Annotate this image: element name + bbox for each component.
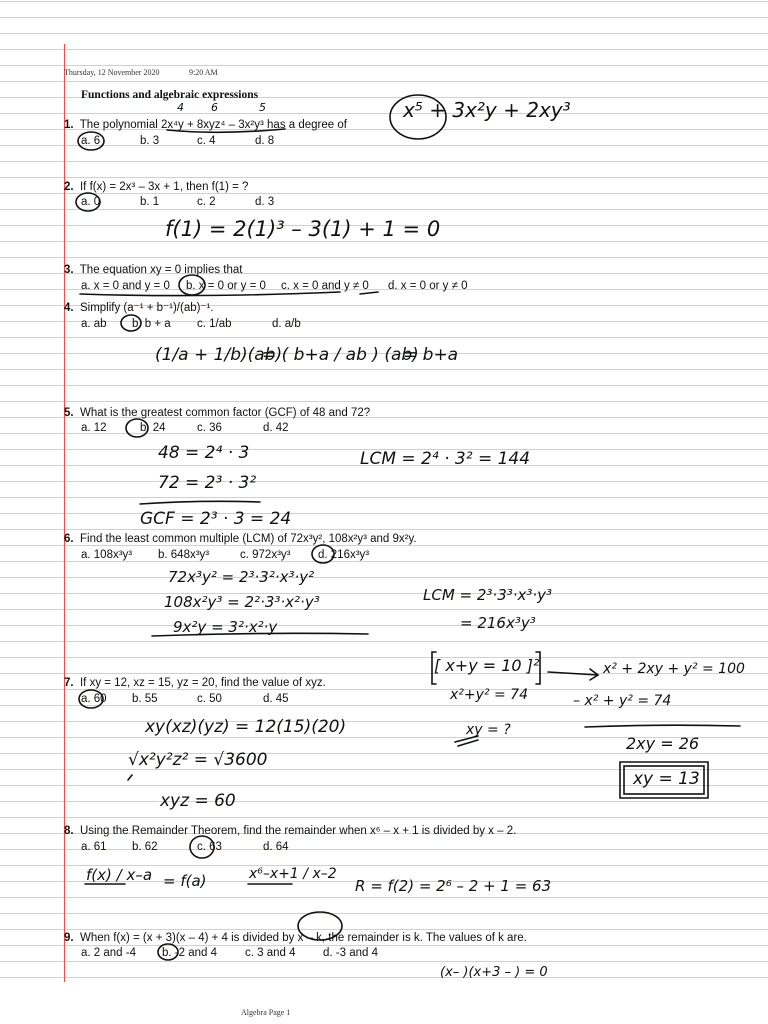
option-5d[interactable]: d. 42: [263, 422, 289, 434]
option-5a[interactable]: a. 12: [81, 422, 107, 434]
question-number: 1.: [64, 119, 74, 131]
hw-q7-w1: xy(xz)(yz) = 12(15)(20): [145, 717, 347, 737]
option-7c[interactable]: c. 50: [197, 693, 222, 705]
option-5c[interactable]: c. 36: [197, 422, 222, 434]
hw-q7-sub: – x² + y² = 74: [573, 693, 672, 709]
option-9d[interactable]: d. -3 and 4: [323, 947, 378, 959]
option-3d[interactable]: d. x = 0 or y ≠ 0: [388, 280, 468, 292]
question-4: [64, 301, 214, 315]
hw-q7-expand: x² + 2xy + y² = 100: [603, 661, 745, 677]
hw-q7-xyq: xy = ?: [466, 722, 511, 738]
question-number: 8.: [64, 825, 74, 837]
option-6c[interactable]: c. 972x³y³: [240, 549, 291, 561]
option-9c[interactable]: c. 3 and 4: [245, 947, 296, 959]
option-8d[interactable]: d. 64: [263, 841, 289, 853]
option-7d[interactable]: d. 45: [263, 693, 289, 705]
question-text: Using the Remainder Theorem, find the remainder when x⁶ – x + 1 is divided by x – 2.: [79, 825, 517, 837]
hw-q4-left: (1/a + 1/b)(ab): [155, 345, 283, 365]
option-2b[interactable]: b. 1: [140, 196, 160, 208]
option-4d[interactable]: d. a/b: [272, 318, 301, 330]
option-1a[interactable]: a. 6: [81, 135, 101, 147]
hw-q8-fa: = f(a): [163, 872, 207, 890]
question-6: [64, 532, 417, 546]
hw-q1-deg-b: 6: [211, 101, 218, 114]
question-text: Find the least common multiple (LCM) of 72x³y², 108x²y³ and 9x²y.: [79, 533, 417, 545]
hw-q5-lcm: LCM = 2⁴ · 3² = 144: [360, 449, 531, 469]
question-text: The polynomial 2x⁴y + 8xyz⁴ – 3x²y³ has a degree of: [79, 119, 347, 131]
option-7b[interactable]: b. 55: [132, 693, 158, 705]
option-4b[interactable]: b. b + a: [132, 318, 171, 330]
hw-q7-w3: xyz = 60: [160, 791, 236, 811]
question-number: 2.: [64, 181, 74, 193]
hw-q1-deg-c: 5: [259, 101, 266, 114]
hw-q1-note: x⁵ + 3x²y + 2xy³: [403, 98, 571, 122]
footer-band: [0, 982, 768, 1024]
hw-q7-w2: √x²y²z² = √3600: [128, 750, 268, 770]
question-5: [64, 406, 370, 420]
option-8c[interactable]: c. 63: [197, 841, 222, 853]
hw-q5-72: 72 = 2³ · 3²: [158, 473, 257, 493]
page-date: Thursday, 12 November 2020: [64, 68, 160, 77]
option-2c[interactable]: c. 2: [197, 196, 216, 208]
question-7: [64, 676, 326, 690]
hw-q6-lcm2: = 216x³y³: [460, 614, 536, 632]
option-1d[interactable]: d. 8: [255, 135, 275, 147]
hw-q6-a: 72x³y² = 2³·3²·x³·y²: [168, 568, 315, 586]
option-3c[interactable]: c. x = 0 and y ≠ 0: [281, 280, 369, 292]
hw-q1-deg-a: 4: [177, 101, 184, 114]
hw-q7-sq: x²+y² = 74: [450, 687, 528, 703]
hw-q8-poly: x⁶–x+1 / x–2: [249, 866, 337, 882]
option-8b[interactable]: b. 62: [132, 841, 158, 853]
hw-q4-right: = b+a: [403, 345, 459, 365]
question-number: 5.: [64, 407, 74, 419]
question-3: [64, 263, 242, 277]
hw-q4-mid: = ( b+a / ab ) (ab): [262, 345, 419, 365]
question-text: If f(x) = 2x³ – 3x + 1, then f(1) = ?: [79, 181, 249, 193]
question-9: [64, 931, 527, 945]
option-5b[interactable]: b. 24: [140, 422, 166, 434]
hw-q7-xy: xy = 13: [633, 769, 700, 789]
option-3a[interactable]: a. x = 0 and y = 0: [81, 280, 170, 292]
hw-q2-work: f(1) = 2(1)³ – 3(1) + 1 = 0: [165, 217, 441, 241]
hw-q7-box: [ x+y = 10 ]²: [434, 656, 540, 675]
question-number: 7.: [64, 677, 74, 689]
question-number: 9.: [64, 932, 74, 944]
option-6a[interactable]: a. 108x³y³: [81, 549, 133, 561]
hw-q9-work: (x– )(x+3 – ) = 0: [440, 965, 548, 980]
option-2a[interactable]: a. 0: [81, 196, 101, 208]
hw-q5-gcf: GCF = 2³ · 3 = 24: [140, 509, 292, 529]
option-4c[interactable]: c. 1/ab: [197, 318, 232, 330]
question-text: What is the greatest common factor (GCF) of 48 and 72?: [79, 407, 371, 419]
hw-q8-r: R = f(2) = 2⁶ – 2 + 1 = 63: [355, 877, 552, 895]
option-4a[interactable]: a. ab: [81, 318, 107, 330]
question-text: Simplify (a⁻¹ + b⁻¹)/(ab)⁻¹.: [79, 302, 214, 314]
hw-q6-b: 108x²y³ = 2²·3³·x²·y³: [164, 593, 320, 611]
option-1b[interactable]: b. 3: [140, 135, 160, 147]
hw-q6-c: 9x²y = 3²·x²·y: [173, 618, 278, 636]
question-number: 3.: [64, 264, 74, 276]
hw-q8-fx: f(x) / x–a: [86, 866, 153, 884]
hw-q5-48: 48 = 2⁴ · 3: [158, 443, 250, 463]
question-text: If xy = 12, xz = 15, yz = 20, find the value of xyz.: [79, 677, 326, 689]
question-text: The equation xy = 0 implies that: [79, 264, 243, 276]
page-title: Functions and algebraic expressions: [81, 89, 259, 101]
question-2: [64, 180, 248, 194]
option-2d[interactable]: d. 3: [255, 196, 275, 208]
option-9a[interactable]: a. 2 and -4: [81, 947, 136, 959]
page-time: 9:20 AM: [189, 68, 218, 77]
option-8a[interactable]: a. 61: [81, 841, 107, 853]
option-6b[interactable]: b. 648x³y³: [158, 549, 210, 561]
hw-q6-lcm: LCM = 2³·3³·x³·y³: [423, 586, 553, 604]
hw-q7-2xy: 2xy = 26: [626, 734, 700, 753]
question-1: [64, 118, 347, 132]
question-text: When f(x) = (x + 3)(x – 4) + 4 is divided by x – k, the remainder is k. The values of k are.: [79, 932, 527, 944]
option-7a[interactable]: a. 60: [81, 693, 107, 705]
option-1c[interactable]: c. 4: [197, 135, 216, 147]
question-number: 4.: [64, 302, 74, 314]
question-number: 6.: [64, 533, 74, 545]
option-3b[interactable]: b. x = 0 or y = 0: [186, 280, 266, 292]
page-footer: Algebra Page 1: [241, 1008, 291, 1017]
question-8: [64, 824, 516, 838]
option-9b[interactable]: b. -2 and 4: [162, 947, 217, 959]
option-6d[interactable]: d. 216x³y³: [318, 549, 370, 561]
